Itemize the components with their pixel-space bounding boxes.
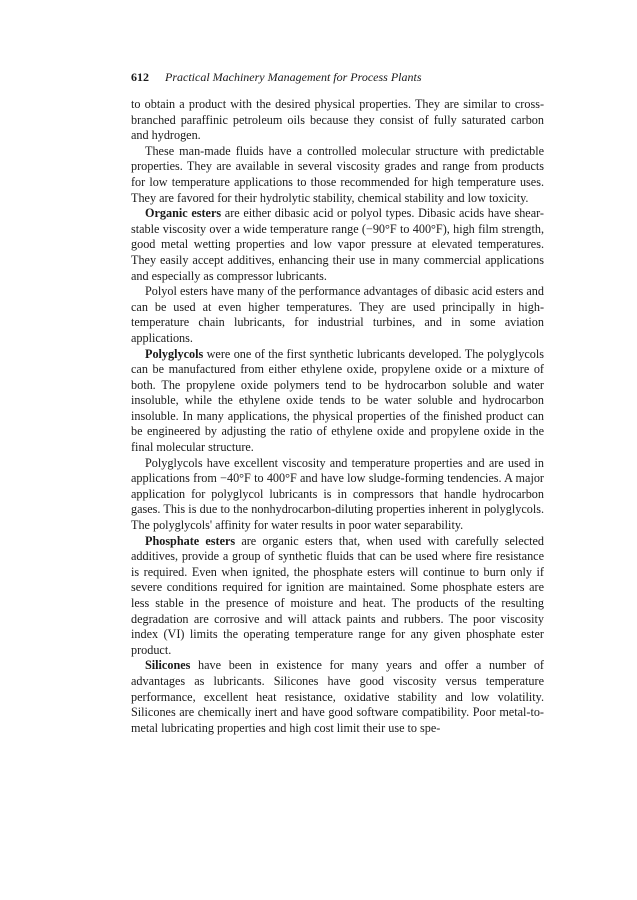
term-polyglycols: Polyglycols [145, 346, 204, 361]
body-text [131, 97, 544, 736]
paragraph-polyglycols-properties [131, 456, 544, 534]
term-silicones: Silicones [145, 658, 191, 673]
book-page [131, 70, 544, 736]
paragraph-silicones [131, 658, 544, 736]
paragraph-text: are organic esters that, when used with carefully selected additives, provide a group of synthetic fluids that can be used where fire resistance is required. Even when ignited, the phosphate esters will continue to burn only if severe conditions required for ignition are maintained. Some phosphate esters are less stable in the presence of moisture and heat. The products of the resulting degradation are corrosive and will attack paints and rubbers. The poor viscosity index (VI) limits the operating temperature range for any given phosphate ester product. [131, 533, 545, 657]
running-head [131, 70, 544, 84]
paragraph-text: These man-made fluids have a controlled molecular structure with predictable properties. They are available in several viscosity grades and range from products for low temperature applications to those recommended for high temperature uses. They are favored for their hydrolytic stability, chemical stability and low toxicity. [131, 143, 544, 205]
paragraph-text: Polyglycols have excellent viscosity and temperature properties and are used in applications from −40°F to 400°F and have low sludge-forming tendencies. A major application for polyglycol lubricants is in compressors that handle hydrocarbon gases. This is due to the nonhydrocarbon-diluting properties inherent in polyglycols. The polyglycols' affinity for water results in poor water separability. [131, 455, 544, 533]
page-number: 612 [131, 70, 149, 84]
paragraph-text: were one of the first synthetic lubricants developed. The polyglycols can be manufactured from either ethylene oxide, propylene oxide or a mixture of both. The propylene oxide polymers tend to be hydrocarbon soluble and water insoluble, while the ethylene oxide tends to be water soluble and hydrocarbon insoluble. In many applications, the physical properties of the finished product can be engineered by adjusting the ratio of ethylene oxide and propylene oxide in the final molecular structure. [131, 346, 544, 455]
paragraph-polyglycols [131, 347, 544, 456]
paragraph-polyol-esters [131, 284, 544, 346]
paragraph-man-made-fluids [131, 144, 544, 206]
paragraph-organic-esters [131, 206, 544, 284]
paragraph-text: are either dibasic acid or polyol types. Dibasic acids have shear-stable viscosity over a wide temperature range (−90°F to 400°F), high film strength, good metal wetting properties and low vapor pressure at elevated temperatures. They easily accept additives, enhancing their use in many commercial applications and especially as compressor lubricants. [131, 206, 544, 283]
term-organic-esters: Organic esters [145, 206, 222, 221]
paragraph-text: have been in existence for many years and offer a number of advantages as lubricants. Silicones have good viscosity versus temperature performance, excellent heat resistance, oxidative stability and low volatility. Silicones are chemically inert and have good software compatibility. Poor metal-to-metal lubricating properties and high cost limit their use to spe- [131, 658, 544, 735]
paragraph-continuation [131, 97, 544, 144]
paragraph-text: to obtain a product with the desired physical properties. They are similar to cross-branched paraffinic petroleum oils because they consist of fully saturated carbon and hydrogen. [131, 97, 544, 143]
paragraph-text: Polyol esters have many of the performance advantages of dibasic acid esters and can be used at even higher temperatures. They are used principally in high-temperature chain lubricants, for industrial turbines, and in some aviation applications. [131, 284, 544, 345]
term-phosphate-esters: Phosphate esters [145, 533, 236, 548]
book-title: Practical Machinery Management for Process Plants [165, 70, 422, 84]
paragraph-phosphate-esters [131, 534, 544, 659]
